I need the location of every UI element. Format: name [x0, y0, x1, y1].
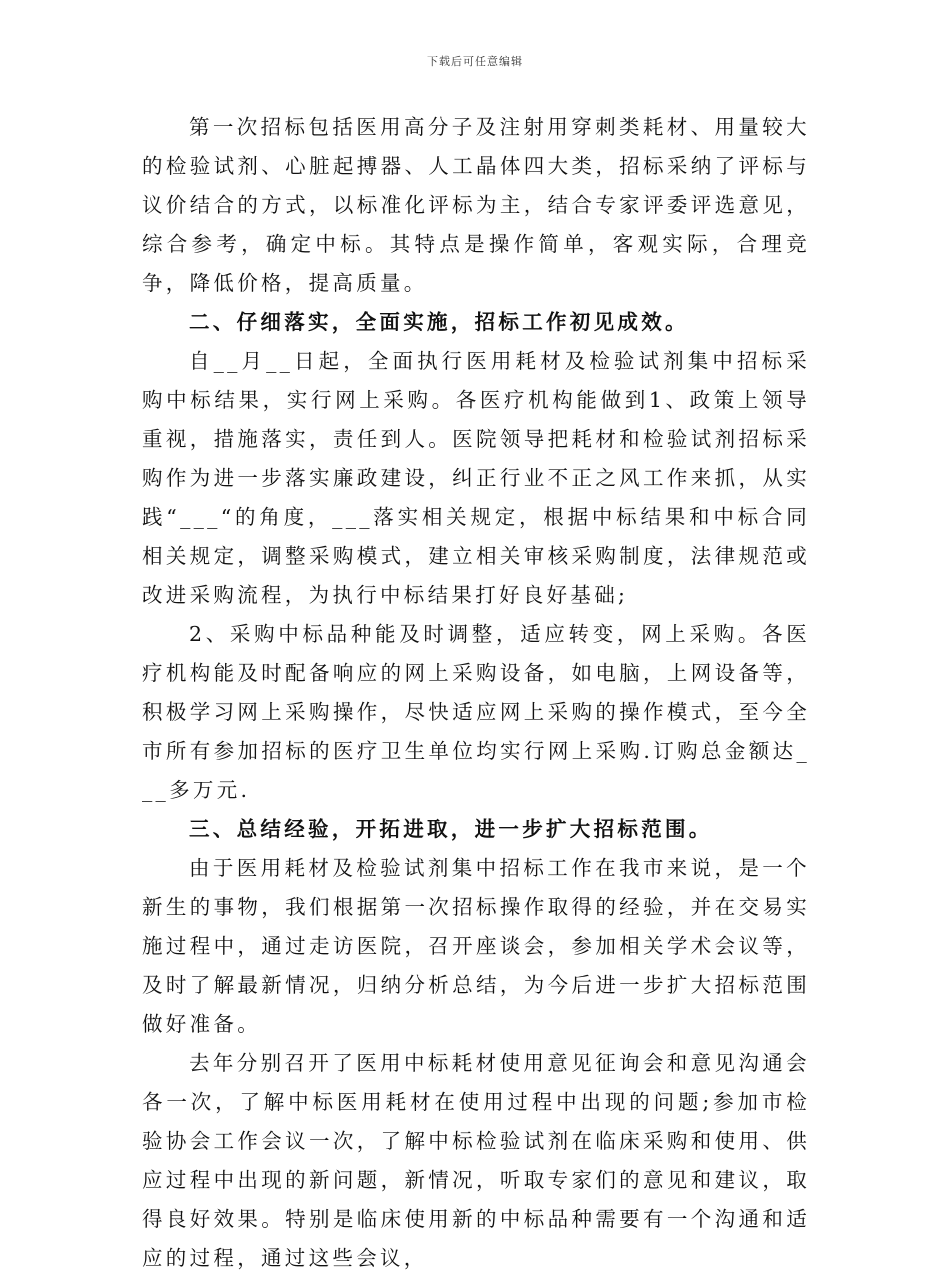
page-header: 下载后可任意编辑: [427, 55, 523, 68]
section-heading-3: 三、总结经验，开拓进取，进一步扩大招标范围。: [189, 817, 713, 841]
section-heading-2: 二、仔细落实，全面实施，招标工作初见成效。: [189, 310, 689, 334]
document-body: [142, 108, 810, 1278]
paragraph-implementation: 自__月__日起，全面执行医用耗材及检验试剂集中招标采购中标结果，实行网上采购。各医疗机构能做到1、政策上领导重视，措施落实，责任到人。医院领导把耗材和检验试剂招标采购作为进一步落实廉政建设，纠正行业不正之风工作来抓，从实践“___“的角度，___落实相关规定，根据中标结果和中标合同相关规定，调整采购模式，建立相关审核采购制度，法律规范或改进采购流程，为执行中标结果打好良好基础;: [142, 349, 810, 607]
paragraph-experience-summary: 由于医用耗材及检验试剂集中招标工作在我市来说，是一个新生的事物，我们根据第一次招标操作取得的经验，并在交易实施过程中，通过走访医院，召开座谈会，参加相关学术会议等，及时了解最新情况，归纳分析总结，为今后进一步扩大招标范围做好准备。: [142, 856, 810, 1036]
paragraph-bidding-scope: 第一次招标包括医用高分子及注射用穿刺类耗材、用量较大的检验试剂、心脏起搏器、人工晶体四大类，招标采纳了评标与议价结合的方式，以标准化评标为主，结合专家评委评选意见，综合参考，确定中标。其特点是操作简单，客观实际，合理竞争，降低价格，提高质量。: [142, 115, 810, 295]
paragraph-meetings: 去年分别召开了医用中标耗材使用意见征询会和意见沟通会各一次，了解中标医用耗材在使用过程中出现的问题;参加市检验协会工作会议一次，了解中标检验试剂在临床采购和使用、供应过程中出现的新问题，新情况，听取专家们的意见和建议，取得良好效果。特别是临床使用新的中标品种需要有一个沟通和适应的过程，通过这些会议，: [142, 1051, 810, 1270]
paragraph-online-purchasing: 2、采购中标品种能及时调整，适应转变，网上采购。各医疗机构能及时配备响应的网上采购设备，如电脑，上网设备等，积极学习网上采购操作，尽快适应网上采购的操作模式，至今全市所有参加招标的医疗卫生单位均实行网上采购.订购总金额达___多万元.: [142, 622, 810, 802]
